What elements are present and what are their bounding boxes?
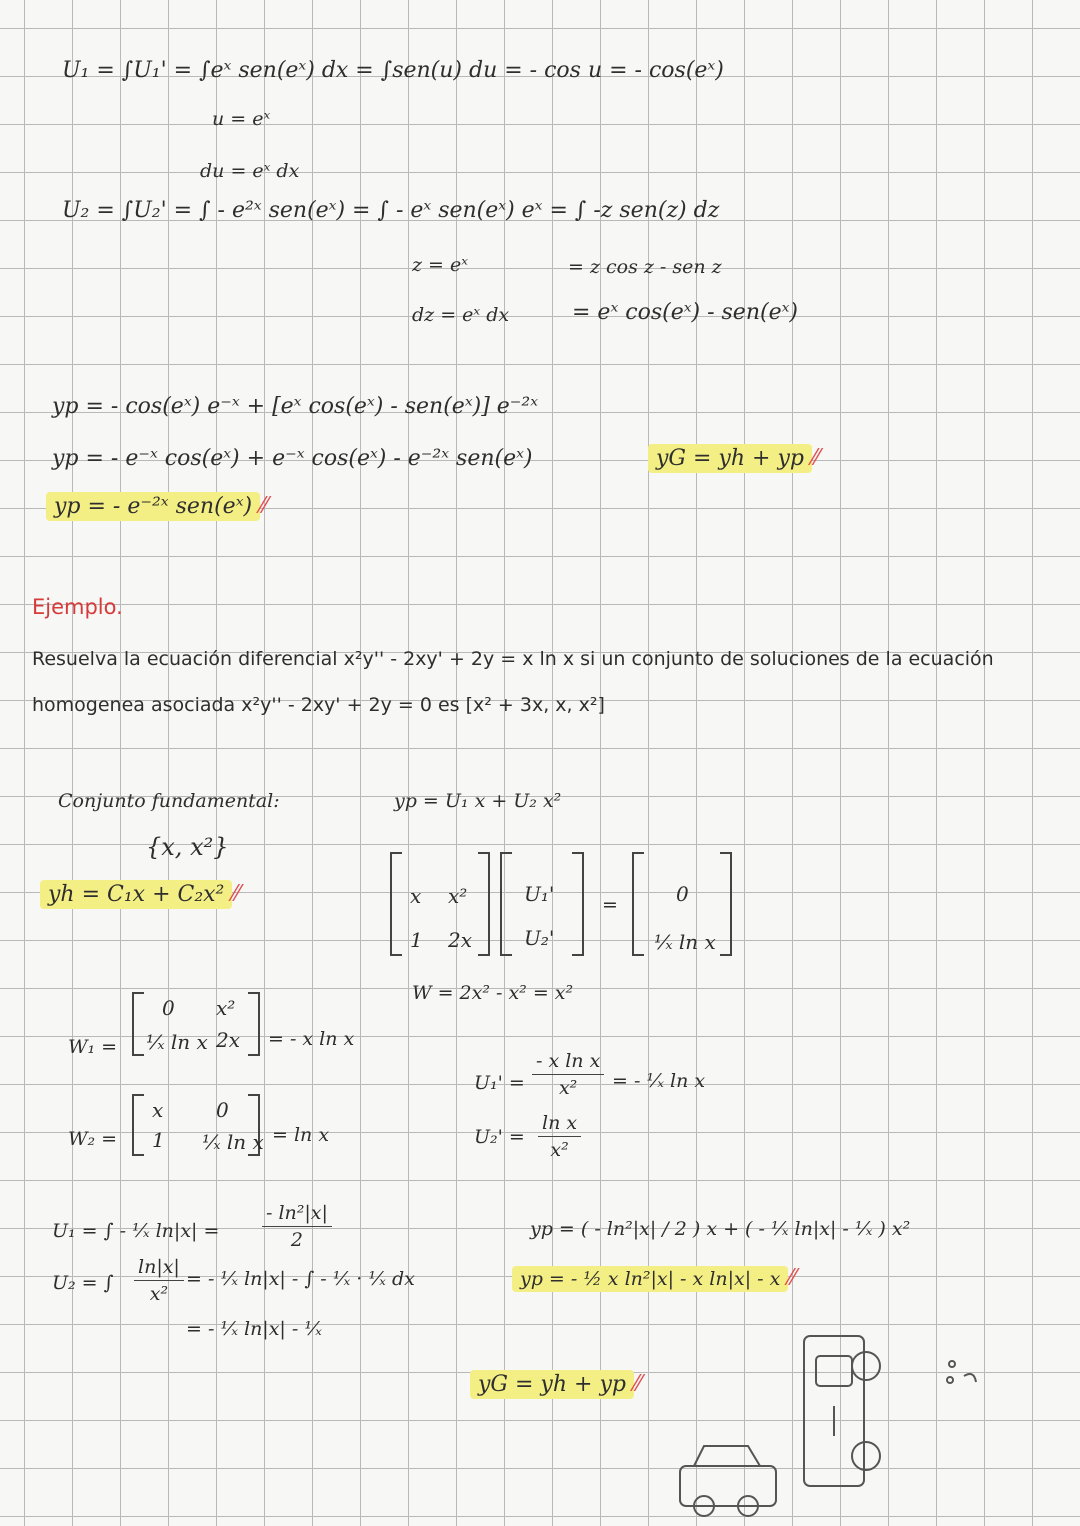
done-check-mark: ⁄⁄ [232,882,240,907]
done-check-mark: ⁄⁄ [260,494,268,519]
u1-prime-result: = - ¹⁄ₓ ln x [612,1070,706,1092]
m1-cell-11: x [410,884,422,908]
unknowns-vector [500,852,584,956]
m2-cell-2: U₂' [524,926,555,950]
coefficient-matrix [390,852,490,956]
w2-cell-22: ¹⁄ₓ ln x [202,1130,264,1154]
problem-statement-line-1: Resuelva la ecuación diferencial x²y'' - 2xy' + 2y = x ln x si un conjunto de soluciones de la ecuación [32,648,994,670]
yh-line [40,882,240,908]
u2-final-result: = eˣ cos(eˣ) - sen(eˣ) [572,300,798,325]
u2-numerator: ln|x| [134,1254,184,1281]
w1-result: = - x ln x [268,1028,355,1050]
u2-prime-label: U₂' = [474,1126,525,1148]
w1-matrix [132,992,260,1056]
w1-cell-12: x² [216,996,236,1020]
u1-fraction [262,1200,332,1253]
yp-result-highlight: yp = - e⁻²ˣ sen(eˣ) [46,492,260,521]
wronskian: W = 2x² - x² = x² [412,982,574,1004]
du-substitution: du = eˣ dx [200,160,300,182]
u1-numerator: - ln²|x| [262,1200,332,1227]
yp-line-3 [46,494,267,520]
u2-integral: U₂ = ∫ [52,1272,114,1294]
m1-cell-12: x² [448,884,468,908]
u1-prime-label: U₁' = [474,1072,525,1094]
u2-result: = - ¹⁄ₓ ln|x| - ¹⁄ₓ [186,1318,322,1340]
u2-prime-fraction [538,1110,581,1163]
fundamental-set-label: Conjunto fundamental: [58,790,280,812]
yg-highlight-1: yG = yh + yp [648,444,812,473]
w1-cell-21: ¹⁄ₓ ln x [146,1030,208,1054]
u1-denominator: 2 [290,1229,303,1251]
example-heading: Ejemplo. [32,595,123,619]
u2-prime-denominator: x² [550,1139,569,1161]
z-substitution: z = eˣ [412,254,468,276]
yg-summary-2 [470,1372,641,1398]
w2-result: = ln x [272,1124,330,1146]
u1-integral-line: U₁ = ∫U₁' = ∫eˣ sen(eˣ) dx = ∫sen(u) du = - cos u = - cos(eˣ) [62,58,724,83]
yg-highlight-2: yG = yh + yp [470,1370,634,1399]
u2-prime-numerator: ln x [538,1110,581,1137]
yp-line-2: yp = - e⁻ˣ cos(eˣ) + e⁻ˣ cos(eˣ) - e⁻²ˣ sen(eˣ) [52,446,533,471]
w2-cell-11: x [152,1098,164,1122]
u1-integral: U₁ = ∫ - ¹⁄ₓ ln|x| = [52,1220,220,1242]
w2-cell-21: 1 [152,1128,165,1152]
yp-final-highlight: yp = - ½ x ln²|x| - x ln|x| - x [512,1266,788,1292]
u1-prime-numerator: - x ln x [532,1048,604,1075]
yg-summary-1 [648,446,819,472]
w2-cell-12: 0 [216,1098,229,1122]
done-check-mark: ⁄⁄ [811,446,820,471]
w1-label: W₁ = [68,1036,118,1058]
u1-prime-denominator: x² [558,1077,578,1099]
u-substitution: u = eˣ [212,108,271,130]
u2-fraction [134,1254,184,1307]
m3-cell-1: 0 [676,882,689,906]
dz-substitution: dz = eˣ dx [412,304,510,326]
yp-form: yp = U₁ x + U₂ x² [394,790,562,812]
fundamental-set: {x, x²} [146,833,229,861]
w2-label: W₂ = [68,1128,118,1150]
done-check-mark: ⁄⁄ [788,1266,796,1291]
small-doodle [940,1356,990,1396]
w1-cell-22: 2x [216,1028,241,1052]
u2-integral-line: U₂ = ∫U₂' = ∫ - e²ˣ sen(eˣ) = ∫ - eˣ sen(eˣ) eˣ = ∫ -z sen(z) dz [62,198,720,223]
yp-final-line [512,1266,796,1292]
yp-line-1: yp = - cos(eˣ) e⁻ˣ + [eˣ cos(eˣ) - sen(eˣ)] e⁻²ˣ [52,394,539,419]
problem-statement-line-2: homogenea asociada x²y'' - 2xy' + 2y = 0 es [x² + 3x, x, x²] [32,694,605,716]
integration-by-parts-result: = z cos z - sen z [568,256,722,278]
m3-cell-2: ¹⁄ₓ ln x [654,930,716,954]
w1-cell-11: 0 [162,996,175,1020]
w2-matrix [132,1094,264,1156]
m1-cell-21: 1 [410,928,423,952]
rhs-vector [632,852,732,956]
matrix-equals: = [602,894,618,916]
u2-denominator: x² [149,1283,169,1305]
yp-expanded: yp = ( - ln²|x| / 2 ) x + ( - ¹⁄ₓ ln|x| - ¹⁄ₓ ) x² [530,1218,911,1240]
u2-by-parts: = - ¹⁄ₓ ln|x| - ∫ - ¹⁄ₓ · ¹⁄ₓ dx [186,1268,415,1290]
m2-cell-1: U₁' [524,882,555,906]
car-doodle [670,1326,910,1526]
m1-cell-22: 2x [448,928,473,952]
yh-highlight: yh = C₁x + C₂x² [40,880,232,909]
u1-prime-fraction [532,1048,604,1101]
done-check-mark: ⁄⁄ [633,1372,642,1397]
